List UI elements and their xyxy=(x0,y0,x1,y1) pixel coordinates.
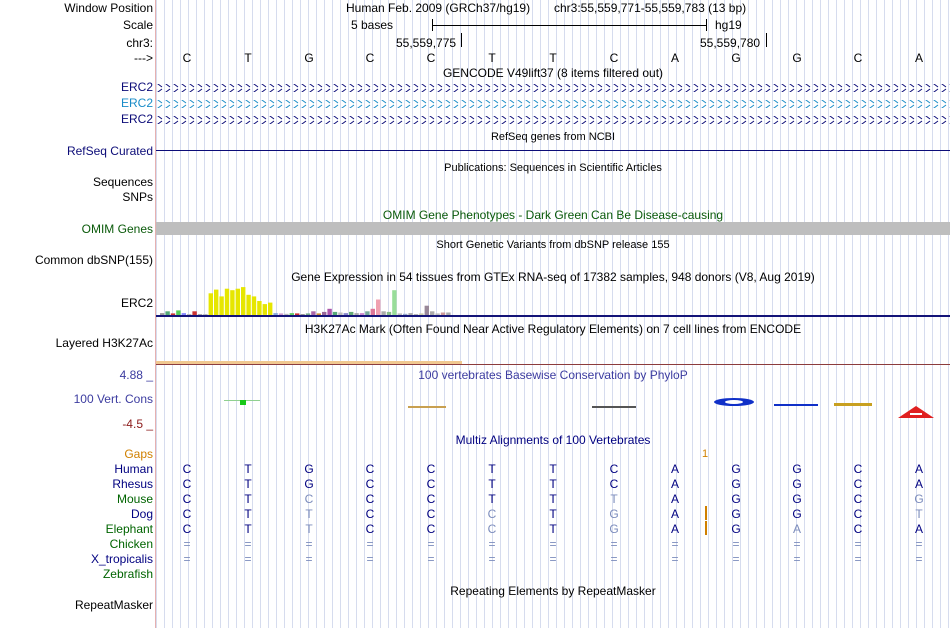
multiz-title: Multiz Alignments of 100 Vertebrates xyxy=(455,433,651,447)
alignment-base: T xyxy=(244,492,252,506)
gtex-bar xyxy=(279,313,283,315)
gtex-bar xyxy=(252,296,256,315)
alignment-base: T xyxy=(549,507,557,521)
h3k27ac-baseline xyxy=(156,364,950,365)
base-letter: G xyxy=(731,51,741,65)
gtex-bar xyxy=(354,313,358,315)
alignment-base: C xyxy=(304,492,314,506)
alignment-base: C xyxy=(182,477,192,491)
alignment-base: = xyxy=(610,552,618,566)
alignment-base: = xyxy=(427,552,435,566)
phylop-conservation-plot[interactable] xyxy=(156,392,950,422)
gap-marker: 1 xyxy=(702,448,709,460)
alignment-base: T xyxy=(244,462,252,476)
phylop-mark-c3 xyxy=(834,403,872,406)
base-letter: T xyxy=(549,51,557,65)
base-letter: G xyxy=(792,51,802,65)
gtex-bar xyxy=(198,314,202,315)
gtex-bar xyxy=(333,312,337,315)
gencode-transcript-2 xyxy=(156,100,950,108)
refseq-label[interactable]: RefSeq Curated xyxy=(66,144,153,158)
gap-bar-elephant xyxy=(705,521,707,535)
alignment-base: = xyxy=(610,537,618,551)
gtex-bar xyxy=(344,313,348,315)
gencode-gene-label-1[interactable]: ERC2 xyxy=(120,80,153,94)
gtex-gene-line xyxy=(156,315,950,317)
alignment-base: = xyxy=(549,537,557,551)
alignment-base: C xyxy=(182,492,192,506)
alignment-base: C xyxy=(487,522,497,536)
publications-title: Publications: Sequences in Scientific Articles xyxy=(444,162,662,174)
alignment-base: G xyxy=(792,507,802,521)
species-label[interactable]: Human xyxy=(114,462,153,476)
gtex-bar xyxy=(408,313,412,315)
gtex-bar xyxy=(371,309,375,315)
alignment-base: C xyxy=(853,477,863,491)
gtex-bar xyxy=(171,313,175,315)
alignment-base: C xyxy=(853,492,863,506)
gtex-bar xyxy=(187,314,191,315)
coord-right: 55,559,780 xyxy=(700,36,761,50)
alignment-base: = xyxy=(488,552,496,566)
alignment-base: A xyxy=(792,522,801,536)
gtex-bar xyxy=(360,313,364,315)
gtex-bar xyxy=(225,289,229,315)
alignment-base: C xyxy=(365,507,375,521)
alignment-base: C xyxy=(609,462,619,476)
gtex-bar xyxy=(446,313,450,316)
species-label[interactable]: Dog xyxy=(130,507,153,521)
alignment-base: = xyxy=(915,537,923,551)
phylop-mark-c xyxy=(408,406,446,408)
chrom-label: chr3: xyxy=(126,36,153,50)
alignment-base: C xyxy=(609,477,619,491)
gtex-bar xyxy=(192,311,196,315)
scale-text: 5 bases xyxy=(351,18,394,32)
alignment-base: C xyxy=(426,522,436,536)
gtex-bar xyxy=(311,311,315,315)
gtex-bar xyxy=(284,314,288,315)
alignment-base: T xyxy=(244,507,252,521)
gtex-bar xyxy=(273,313,277,315)
alignment-base: T xyxy=(488,462,496,476)
species-label[interactable]: Rhesus xyxy=(112,477,153,491)
base-letter: T xyxy=(488,51,496,65)
dbsnp-label[interactable]: Common dbSNP(155) xyxy=(34,253,153,267)
phylop-label[interactable]: 100 Vert. Cons xyxy=(73,392,153,406)
gap-bar-dog xyxy=(705,506,707,520)
alignment-base: T xyxy=(549,522,557,536)
alignment-base: G xyxy=(304,477,314,491)
gtex-bar xyxy=(376,300,380,316)
gtex-bar xyxy=(241,287,245,315)
alignment-base: C xyxy=(853,507,863,521)
gencode-title: GENCODE V49lift37 (8 items filtered out) xyxy=(442,66,664,80)
alignment-base: C xyxy=(182,522,192,536)
alignment-base: T xyxy=(488,477,496,491)
assembly-short: hg19 xyxy=(715,18,742,32)
base-letter: C xyxy=(609,51,619,65)
base-letter: A xyxy=(670,51,679,65)
gencode-gene-features[interactable] xyxy=(156,80,950,128)
gtex-bar xyxy=(322,312,326,315)
gencode-transcript-3 xyxy=(156,116,950,124)
omim-label[interactable]: OMIM Genes xyxy=(81,222,153,236)
snps-label[interactable]: SNPs xyxy=(122,190,153,204)
alignment-base: C xyxy=(365,462,375,476)
gtex-title: Gene Expression in 54 tissues from GTEx RNA-seq of 17382 samples, 948 donors (V8, Aug 2019) xyxy=(291,270,815,284)
gtex-bar xyxy=(317,313,321,315)
alignment-base: C xyxy=(426,492,436,506)
species-label[interactable]: Zebrafish xyxy=(102,567,153,581)
species-label[interactable]: Mouse xyxy=(116,492,153,506)
gtex-bar xyxy=(230,290,234,315)
alignment-base: A xyxy=(670,492,679,506)
omim-gene-bar[interactable] xyxy=(156,222,950,235)
alignment-base: = xyxy=(793,537,801,551)
alignment-base: = xyxy=(183,552,191,566)
scale-label: Scale xyxy=(122,18,153,32)
window-position-label: Window Position xyxy=(64,1,153,15)
alignment-base: = xyxy=(305,552,313,566)
base-letter: T xyxy=(244,51,252,65)
alignment-base: = xyxy=(671,537,679,551)
alignment-base: T xyxy=(549,462,557,476)
alignment-base: = xyxy=(549,552,557,566)
gtex-bar xyxy=(176,310,180,315)
gtex-bar xyxy=(257,301,261,315)
alignment-base: T xyxy=(610,492,618,506)
alignment-base: = xyxy=(244,552,252,566)
gtex-bar xyxy=(403,314,407,315)
alignment-base: = xyxy=(854,552,862,566)
omim-title: OMIM Gene Phenotypes - Dark Green Can Be Disease-causing xyxy=(382,208,724,222)
gtex-bar xyxy=(365,311,369,315)
alignment-base: A xyxy=(670,507,679,521)
alignment-base: T xyxy=(244,522,252,536)
alignment-base: = xyxy=(854,537,862,551)
alignment-base: T xyxy=(244,477,252,491)
gtex-bar xyxy=(338,313,342,316)
gtex-bar xyxy=(209,293,213,315)
gtex-bar xyxy=(182,313,186,315)
alignment-base: G xyxy=(914,492,924,506)
alignment-base: T xyxy=(915,507,923,521)
coord-left: 55,559,775 xyxy=(396,36,457,50)
alignment-base: C xyxy=(853,522,863,536)
alignment-base: G xyxy=(609,507,619,521)
alignment-base: = xyxy=(793,552,801,566)
gtex-bar xyxy=(214,290,218,315)
alignment-base: T xyxy=(549,477,557,491)
gtex-bar xyxy=(414,314,418,315)
gtex-bar xyxy=(398,313,402,315)
base-letter: C xyxy=(853,51,863,65)
gtex-bar xyxy=(306,313,310,315)
alignment-base: C xyxy=(365,492,375,506)
alignment-base: A xyxy=(914,462,923,476)
alignment-base: = xyxy=(671,552,679,566)
dbsnp-title: Short Genetic Variants from dbSNP release 155 xyxy=(436,239,670,251)
alignment-base: = xyxy=(366,537,374,551)
species-label[interactable]: X_tropicalis xyxy=(90,552,153,566)
gtex-bar xyxy=(387,312,391,315)
gencode-gene-label-2[interactable]: ERC2 xyxy=(120,96,153,110)
refseq-title: RefSeq genes from NCBI xyxy=(490,131,616,143)
alignment-base: C xyxy=(182,462,192,476)
gtex-bar xyxy=(392,290,396,315)
alignment-base: G xyxy=(792,462,802,476)
base-letter: C xyxy=(426,51,436,65)
alignment-base: T xyxy=(305,522,313,536)
phylop-mark-c2 xyxy=(592,406,636,408)
phylop-max-label: 4.88 _ xyxy=(119,368,153,382)
phylop-min-label: -4.5 _ xyxy=(122,417,153,431)
gencode-transcript-1 xyxy=(156,84,950,92)
gtex-expression-chart[interactable] xyxy=(156,284,950,318)
base-letter: C xyxy=(182,51,192,65)
alignment-base: C xyxy=(182,507,192,521)
alignment-base: C xyxy=(365,522,375,536)
alignment-base: C xyxy=(426,507,436,521)
gtex-bar xyxy=(236,289,240,315)
alignment-base: C xyxy=(426,462,436,476)
gtex-bar xyxy=(165,311,169,315)
alignment-base: C xyxy=(487,507,497,521)
h3k27ac-title: H3K27Ac Mark (Often Found Near Active Regulatory Elements) on 7 cell lines from ENCODE xyxy=(304,322,802,336)
coord-left-tick xyxy=(461,33,462,47)
scale-bar xyxy=(432,25,707,26)
alignment-base: G xyxy=(792,492,802,506)
alignment-base: A xyxy=(670,477,679,491)
gtex-gene-label[interactable]: ERC2 xyxy=(120,296,153,310)
gtex-bar xyxy=(290,313,294,315)
alignment-base: C xyxy=(853,462,863,476)
alignment-base: = xyxy=(183,537,191,551)
species-label[interactable]: Elephant xyxy=(105,522,153,536)
phylop-mark-g2 xyxy=(774,404,818,406)
repeatmasker-label[interactable]: RepeatMasker xyxy=(74,598,153,612)
alignment-base: T xyxy=(305,507,313,521)
gtex-bar xyxy=(219,296,223,315)
alignment-base: = xyxy=(427,537,435,551)
gtex-bar xyxy=(268,303,272,315)
h3k27ac-label[interactable]: Layered H3K27Ac xyxy=(55,336,153,350)
gtex-bar xyxy=(263,304,267,315)
gtex-bar xyxy=(430,311,434,315)
alignment-base: A xyxy=(914,477,923,491)
strand-label: ---> xyxy=(134,51,153,65)
gtex-bar xyxy=(425,306,429,315)
gtex-bar xyxy=(381,311,385,315)
base-letter: C xyxy=(365,51,375,65)
alignment-base: G xyxy=(609,522,619,536)
base-letter: A xyxy=(914,51,923,65)
scale-bar-right-tick xyxy=(706,19,707,31)
alignment-base: A xyxy=(914,522,923,536)
gtex-bar xyxy=(246,295,250,315)
alignment-base: A xyxy=(670,462,679,476)
alignment-base: = xyxy=(732,552,740,566)
gtex-bar xyxy=(300,314,304,315)
alignment-base: G xyxy=(731,462,741,476)
gtex-bar xyxy=(160,313,164,315)
alignment-base: A xyxy=(670,522,679,536)
alignment-base: G xyxy=(792,477,802,491)
assembly-title: Human Feb. 2009 (GRCh37/hg19) xyxy=(346,1,531,15)
coord-right-tick xyxy=(766,33,767,47)
repeatmasker-title: Repeating Elements by RepeatMasker xyxy=(450,584,656,598)
alignment-base: = xyxy=(244,537,252,551)
refseq-gene-line[interactable] xyxy=(156,150,950,151)
alignment-base: C xyxy=(426,477,436,491)
alignment-base: = xyxy=(732,537,740,551)
alignment-base: = xyxy=(305,537,313,551)
alignment-base: T xyxy=(549,492,557,506)
gtex-bar xyxy=(435,313,439,315)
alignment-base: = xyxy=(915,552,923,566)
sequences-label[interactable]: Sequences xyxy=(92,175,153,189)
phylop-mark-a xyxy=(898,406,934,418)
alignment-base: = xyxy=(366,552,374,566)
position-readout: chr3:55,559,771-55,559,783 (13 bp) xyxy=(554,1,747,15)
gaps-label[interactable]: Gaps xyxy=(124,447,153,461)
alignment-base: G xyxy=(731,507,741,521)
gtex-bar xyxy=(203,314,207,315)
gtex-bar xyxy=(419,313,423,315)
phylop-mark-t xyxy=(240,400,246,405)
alignment-base: G xyxy=(304,462,314,476)
species-label[interactable]: Chicken xyxy=(109,537,153,551)
alignment-base: G xyxy=(731,477,741,491)
alignment-base: T xyxy=(488,492,496,506)
alignment-base: G xyxy=(731,522,741,536)
gtex-bar xyxy=(295,313,299,315)
gtex-bar xyxy=(327,309,331,315)
gencode-gene-label-3[interactable]: ERC2 xyxy=(120,112,153,126)
phylop-title: 100 vertebrates Basewise Conservation by PhyloP xyxy=(418,368,688,382)
gtex-bar xyxy=(441,313,445,316)
alignment-base: C xyxy=(365,477,375,491)
alignment-base: G xyxy=(731,492,741,506)
gtex-bar xyxy=(349,312,353,315)
base-letter: G xyxy=(304,51,314,65)
alignment-base: = xyxy=(488,537,496,551)
